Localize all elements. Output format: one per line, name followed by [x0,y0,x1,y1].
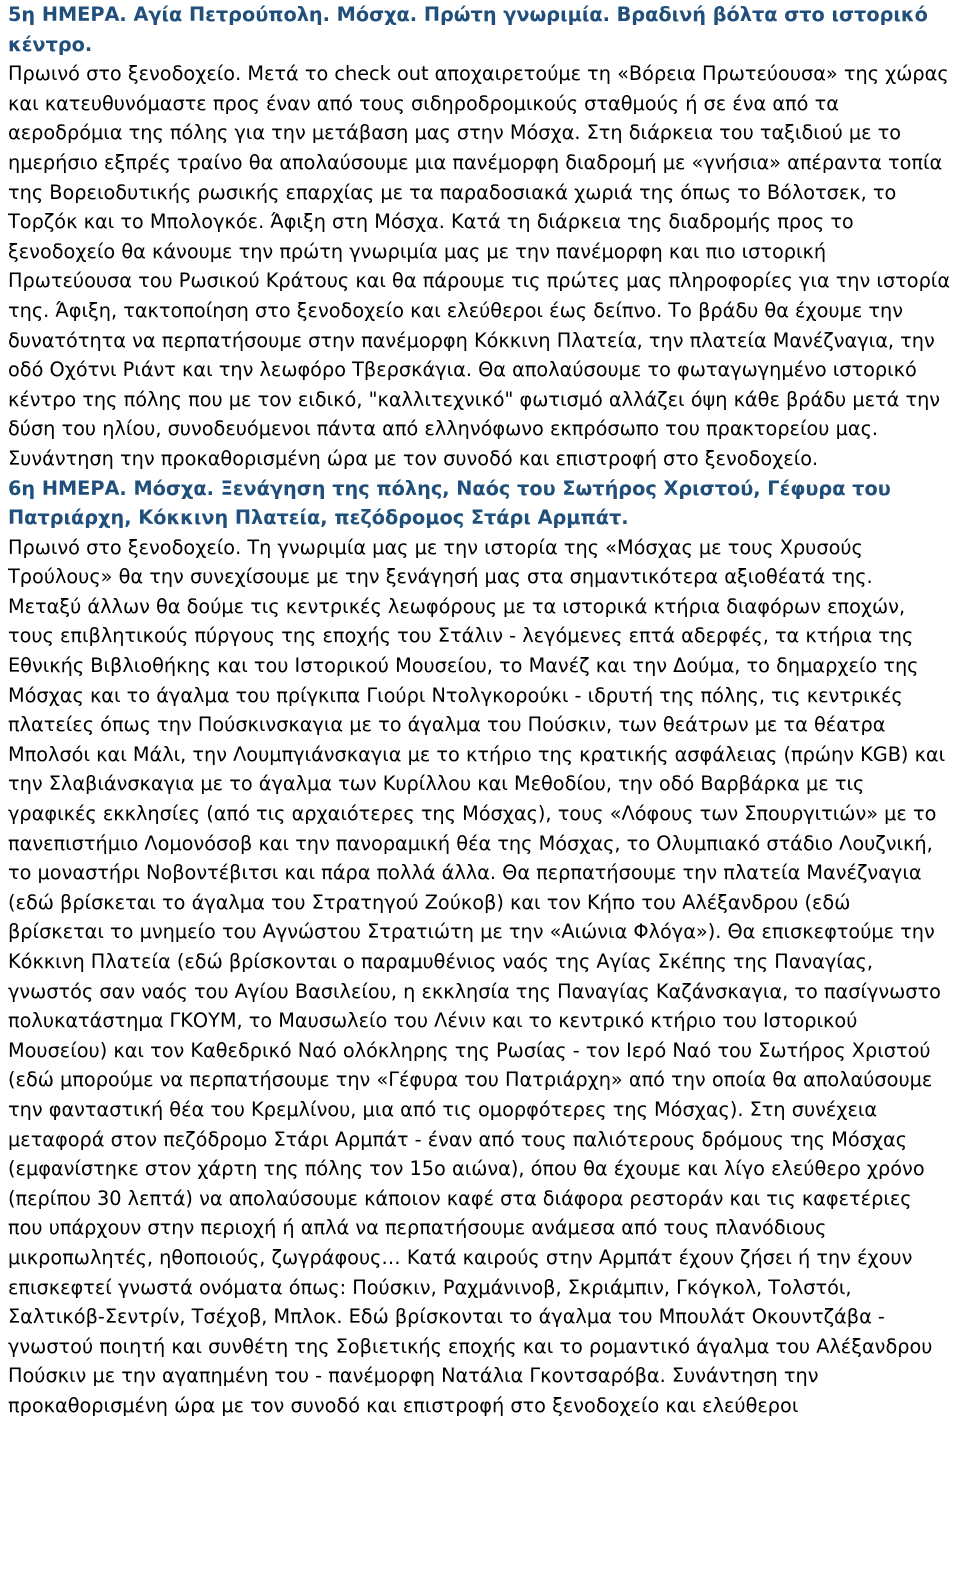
day-5-body: Πρωινό στο ξενοδοχείο. Μετά το check out αποχαιρετούμε τη «Βόρεια Πρωτεύουσα» της χώρας και κατευθυνόμαστε προς έναν από τους σιδηροδρομικούς σταθμούς ή σε ένα από τα αεροδρόμια της πόλης για την μετάβαση μας στην Μόσχα. Στη διάρκεια του ταξιδιού με το ημερήσιο εξπρές τραίνο θα απολαύσουμε μια πανέμορφη διαδρομή με «γνήσια» απέραντα τοπία της Βορειοδυτικής ρωσικής επαρχίας με τα παραδοσιακά χωριά της όπως το Βόλοτσεκ, το Τορζόκ και το Μπολογκόε. Άφιξη στη Μόσχα. Κατά τη διάρκεια της διαδρομής προς το ξενοδοχείο θα κάνουμε την πρώτη γνωριμία μας με την πανέμορφη και πιο ιστορική Πρωτεύουσα του Ρωσικού Κράτους και θα πάρουμε τις πρώτες μας πληροφορίες για την ιστορία της. Άφιξη, τακτοποίηση στο ξενοδοχείο και ελεύθεροι έως δείπνο. Το βράδυ θα έχουμε την δυνατότητα να περπατήσουμε στην πανέμορφη Κόκκινη Πλατεία, την πλατεία Μανέζναγια, την οδό Οχότνι Ριάντ και την λεωφόρο Τβερσκάγια. Θα απολαύσουμε το φωταγωγημένο ιστορικό κέντρο της πόλης που με τον ειδικό, "καλλιτεχνικό" φωτισμό αλλάζει όψη κάθε βράδυ μετά την δύση του ηλίου, συνοδευόμενοι πάντα από ελληνόφωνο εκπρόσωπο του πρακτορείου μας. Συνάντηση την προκαθορισμένη ώρα με τον συνοδό και επιστροφή στο ξενοδοχείο. [8,62,951,470]
day-5-section [8,0,952,474]
day-5-heading: 5η ΗΜΕΡΑ. Αγία Πετρούπολη. Μόσχα. Πρώτη γνωριμία. Βραδινή βόλτα στο ιστορικό κέντρο. [8,3,928,56]
day-6-section [8,474,952,1421]
day-6-heading: 6η ΗΜΕΡΑ. Μόσχα. Ξενάγηση της πόλης, Ναός του Σωτήρος Χριστού, Γέφυρα του Πατριάρχη, Κόκκινη Πλατεία, πεζόδρομος Στάρι Αρμπάτ. [8,476,891,530]
day-6-body: Πρωινό στο ξενοδοχείο. Τη γνωριμία μας με την ιστορία της «Μόσχας με τους Χρυσούς Τρούλους» θα την συνεχίσουμε με την ξενάγησή μας στα σημαντικότερα αξιοθέατά της. Μεταξύ άλλων θα δούμε τις κεντρικές λεωφόρους με τα ιστορικά κτήρια διαφόρων εποχών, τους επιβλητικούς πύργους της εποχής του Στάλιν - λεγόμενες επτά αδερφές, τα κτήρια της Εθνικής Βιβλιοθήκης και του Ιστορικού Μουσείου, το Μανέζ και την Δούμα, το δημαρχείο της Μόσχας και το άγαλμα του πρίγκιπα Γιούρι Ντολγκορούκι - ιδρυτή της πόλης, τις κεντρικές πλατείες όπως την Πούσκινσκαγια με το άγαλμα του Πούσκιν, των θεάτρων με τα θέατρα Μπολσόι και Μάλι, την Λουμπγιάνσκαγια με το κτήριο της κρατικής ασφάλειας (πρώην KGB) και την Σλαβιάνσκαγια με το άγαλμα των Κυρίλλου και Μεθοδίου, την οδό Βαρβάρκα με τις γραφικές εκκλησίες (από τις αρχαιότερες της Μόσχας), τους «Λόφους των Σπουργιτιών» με το πανεπιστήμιο Λομονόσοβ και την πανοραμική θέα της Μόσχας, το Ολυμπιακό στάδιο Λουζνική, το μοναστήρι Νοβοντέβιτσι και πάρα πολλά άλλα. Θα περπατήσουμε την πλατεία Μανέζναγια (εδώ βρίσκεται το άγαλμα του Στρατηγού Ζούκοβ) και τον Κήπο του Αλέξανδρου (εδώ βρίσκεται το μνημείο του Αγνώστου Στρατιώτη με την «Αιώνια Φλόγα»). Θα επισκεφτούμε την Κόκκινη Πλατεία (εδώ βρίσκονται ο παραμυθένιος ναός της Αγίας Σκέπης της Παναγίας, γνωστός σαν ναός του Αγίου Βασιλείου, η εκκλησία της Παναγίας Καζάνσκαγια, το πασίγνωστο πολυκατάστημα ΓΚΟΥΜ, το Μαυσωλείο του Λένιν και το κεντρικό κτήριο του Ιστορικού Μουσείου) και τον Καθεδρικό Ναό ολόκληρης της Ρωσίας - τον Ιερό Ναό του Σωτήρος Χριστού (εδώ μπορούμε να περπατήσουμε την «Γέφυρα του Πατριάρχη» από την οποία θα απολαύσουμε την φανταστική θέα του Κρεμλίνου, μια από τις ομορφότερες της Μόσχας). Στη συνέχεια μεταφορά στον πεζόδρομο Στάρι Αρμπάτ - έναν από τους παλιότερους δρόμους της Μόσχας (εμφανίστηκε στον χάρτη της πόλης τον 15ο αιώνα), όπου θα έχουμε και λίγο ελεύθερο χρόνο (περίπου 30 λεπτά) να απολαύσουμε κάποιον καφέ στα διάφορα ρεστοράν και τις καφετέριες που υπάρχουν στην περιοχή ή απλά να περπατήσουμε ανάμεσα από τους πλανόδιους μικροπωλητές, ηθοποιούς, ζωγράφους… Κατά καιρούς στην Αρμπάτ έχουν ζήσει ή την έχουν επισκεφτεί γνωστά ονόματα όπως: Πούσκιν, Ραχμάνινοβ, Σκριάμπιν, Γκόγκολ, Τολστόι, Σαλτικόβ-Σεντρίν, Τσέχοβ, Μπλοκ. Εδώ βρίσκονται το άγαλμα του Μπουλάτ Οκουντζάβα - γνωστού ποιητή και συνθέτη της Σοβιετικής εποχής και το ρομαντικό άγαλμα του Αλέξανδρου Πούσκιν με την αγαπημένη του - πανέμορφη Νατάλια Γκοντσαρόβα. Συνάντηση την προκαθορισμένη ώρα με τον συνοδό και επιστροφή στο ξενοδοχείο και ελεύθεροι [8,535,946,1417]
